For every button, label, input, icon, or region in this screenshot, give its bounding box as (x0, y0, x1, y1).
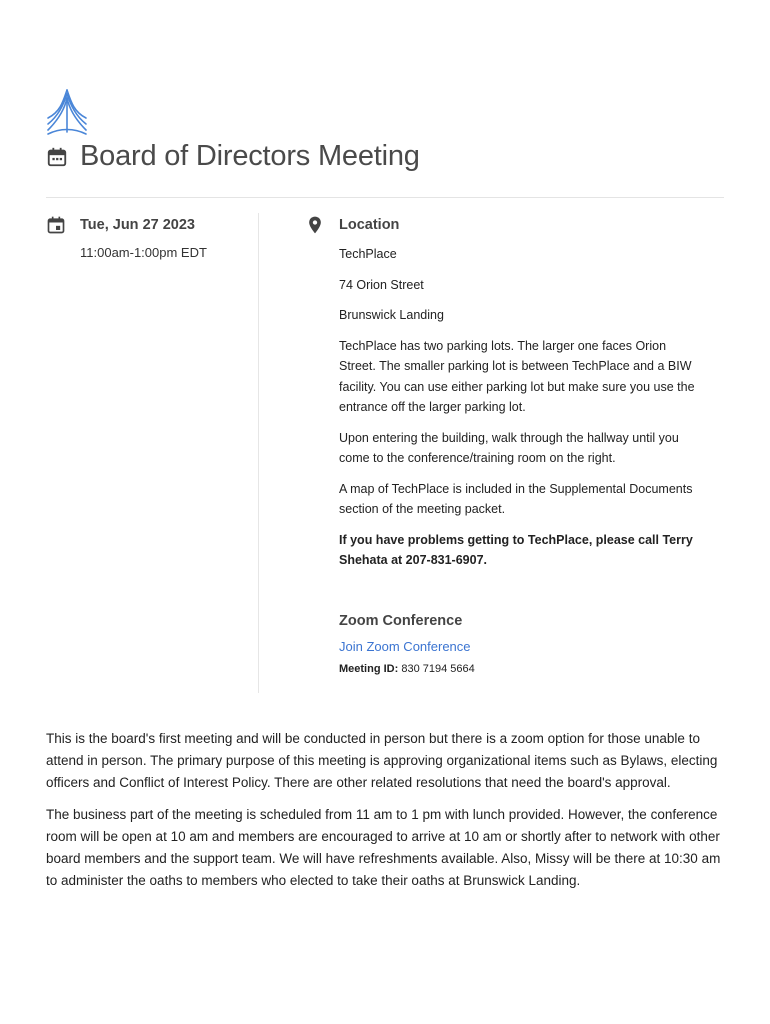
event-date: Tue, Jun 27 2023 (80, 217, 195, 233)
divider (46, 197, 724, 198)
location-section (305, 214, 705, 675)
town: Brunswick Landing (339, 308, 444, 322)
title-row (46, 140, 420, 173)
meeting-id (339, 663, 705, 675)
directions-note: Upon entering the building, walk through the hallway until you come to the conference/training room on the right. (339, 430, 679, 465)
date-time-section (46, 214, 246, 260)
column-divider (258, 213, 259, 693)
location-heading: Location (339, 217, 400, 233)
event-description (46, 728, 726, 902)
calendar-icon (46, 146, 68, 168)
organization-logo (46, 88, 88, 136)
calendar-event-icon (46, 215, 66, 235)
description-paragraph-1: This is the board's first meeting and will be conducted in person but there is a zoom option for those unable to attend in person. The primary purpose of this meeting is approving organizational items such as Bylaws, electing officers and Conflict of Interest Policy. There are other related resolutions that need the board's approval. (46, 731, 718, 790)
zoom-heading: Zoom Conference (339, 612, 463, 629)
map-note: A map of TechPlace is included in the Supplemental Documents section of the meeting packet. (339, 481, 693, 516)
map-pin-icon (305, 215, 325, 235)
description-paragraph-2: The business part of the meeting is scheduled from 11 am to 1 pm with lunch provided. However, the conference room will be open at 10 am and members are encouraged to arrive at 10 am or shortly after to network with other board members and the support team. We will have refreshments available. Also, Missy will be there at 10:30 am to administer the oaths to members who elected to take their oaths at Brunswick Landing. (46, 807, 721, 888)
venue-name: TechPlace (339, 247, 397, 261)
page-title: Board of Directors Meeting (80, 140, 420, 172)
event-time: 11:00am-1:00pm EDT (80, 245, 207, 260)
street-address: 74 Orion Street (339, 277, 424, 292)
help-note: If you have problems getting to TechPlace, please call Terry Shehata at 207-831-6907. (339, 532, 693, 567)
meeting-id-value: 830 7194 5664 (401, 662, 475, 675)
join-zoom-link[interactable]: Join Zoom Conference (339, 638, 471, 654)
meeting-id-label: Meeting ID: (339, 662, 399, 675)
parking-note: TechPlace has two parking lots. The larger one faces Orion Street. The smaller parking lot is between TechPlace and a BIW facility. You can use either parking lot but make sure you use the entrance off the larger parking lot. (339, 338, 695, 414)
